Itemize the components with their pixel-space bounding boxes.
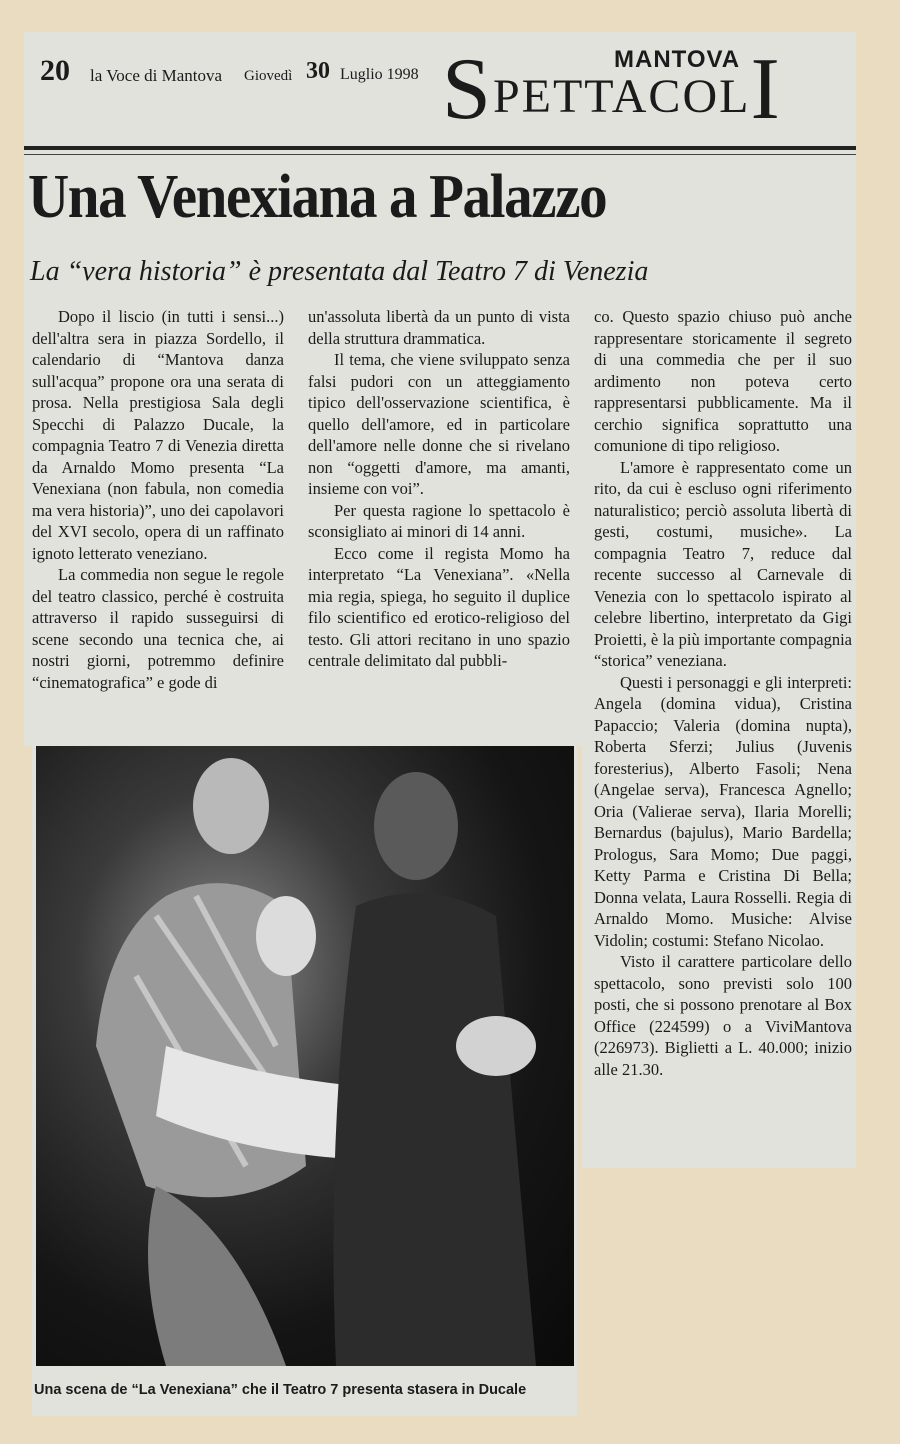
paragraph: co. Questo spazio chiuso può anche rappresentare storicamente il segreto di una commedia che per il suo ardimento non poteva certo rappresentarsi pubblicamente. Ma il cerchio significa soprattutto una comunione di tipo religioso. <box>594 307 852 455</box>
section-city: MANTOVA <box>614 46 741 73</box>
date-month-year: Luglio 1998 <box>340 66 419 83</box>
publication-name: la Voce di Mantova <box>90 66 223 85</box>
actor-hands <box>256 896 316 976</box>
paragraph: Visto il carattere particolare dello spettacolo, sono previsti solo 100 posti, che si possono prenotare al Box Office (224599) o a ViviMantova (226973). Biglietti a L. 40.000; inizio alle 21.30. <box>594 952 852 1079</box>
paragraph: Questi i personaggi e gli interpreti: Angela (domina vidua), Cristina Papaccio; Valeria (domina nupta), Roberta Sferzi; Julius (Juvenis foresterius), Alberto Fasoli; Nena (Angelae serva), Francesca Agnello; Oria (Valierae serva), Ilaria Morelli; Bernardus (bajulus), Mario Bardella; Prologus, Sara Momo; Due paggi, Ketty Parma e Cristina Di Bella; Donna velata, Laura Rosselli. Regia di Arnaldo Momo. Musiche: Alvise Vidolin; costumi: Stefano Nicolao. <box>594 672 852 950</box>
date-weekday: Giovedì <box>244 68 293 84</box>
paragraph: La commedia non segue le regole del teatro classico, perché è costruita attraverso il rapido susseguirsi di scene secondo una tecnica che, ai nostri giorni, potremmo definire “cinematografica” e gode di <box>32 565 284 692</box>
section-title-last: I <box>750 41 782 138</box>
article-column-1 <box>32 306 284 693</box>
scene-photo <box>36 746 574 1366</box>
article-subheadline: La “vera historia” è presentata dal Teatro 7 di Venezia <box>30 256 649 287</box>
actress-head <box>374 772 458 880</box>
actress-hands <box>456 1016 536 1076</box>
article-column-3 <box>594 306 852 1080</box>
date-day: 30 <box>306 58 330 84</box>
photo-caption: Una scena de “La Venexiana” che il Teatro 7 presenta stasera in Ducale <box>34 1382 527 1398</box>
paragraph: Per questa ragione lo spettacolo è sconsigliato ai minori di 14 anni. <box>308 500 570 541</box>
actor-head <box>193 758 269 854</box>
paragraph: Ecco come il regista Momo ha interpretato “La Venexiana”. «Nella mia regia, spiega, ho seguito il duplice filo scientifico ed erotico-religioso del testo. Gli attori recitano in uno spazio centrale delimitato dal pubbli- <box>308 543 570 670</box>
paragraph: Dopo il liscio (in tutti i sensi...) dell'altra sera in piazza Sordello, il calendario di “Mantova danza sull'acqua” propone ora una serata di prosa. Nella prestigiosa Sala degli Specchi di Palazzo Ducale, la compagnia Teatro 7 di Venezia diretta da Arnaldo Momo presenta “La Venexiana (non fabula, non comedia ma vera historia)”, uno dei capolavori del XVI secolo, opera di un raffinato ignoto letterato veneziano. <box>32 307 284 563</box>
scene-photo-figures <box>36 746 574 1366</box>
article-column-2 <box>308 306 570 672</box>
paragraph: Il tema, che viene sviluppato senza falsi pudori con un atteggiamento tipico dell'osservazione scientifica, è quello dell'amore, ed in particolare dell'amore nelle donne che si rivelano non “oggetti d'amore, ma amanti, insieme con voi”. <box>308 350 570 498</box>
article-headline: Una Venexiana a Palazzo <box>28 163 607 231</box>
section-title-first: S <box>442 41 493 138</box>
paragraph: L'amore è rappresentato come un rito, da cui è escluso ogni riferimento naturalistico; perciò assoluta libertà di gesti, costumi, musiche». La compagnia Teatro 7, reduce dal recente successo al Carnevale di Venezia con lo spettacolo ispirato al celebre libertino, interpretato da Gigi Proietti, è la più importante compagnia “storica” veneziana. <box>594 457 852 670</box>
actress-costume <box>334 893 537 1366</box>
page-number: 20 <box>40 54 70 87</box>
masthead-rule-thin <box>24 154 856 155</box>
paragraph: un'assoluta libertà da un punto di vista della struttura drammatica. <box>308 307 570 348</box>
section-title <box>442 41 782 138</box>
masthead-rule <box>24 146 856 150</box>
section-title-middle: PETTACOL <box>492 70 751 123</box>
masthead <box>34 41 854 144</box>
